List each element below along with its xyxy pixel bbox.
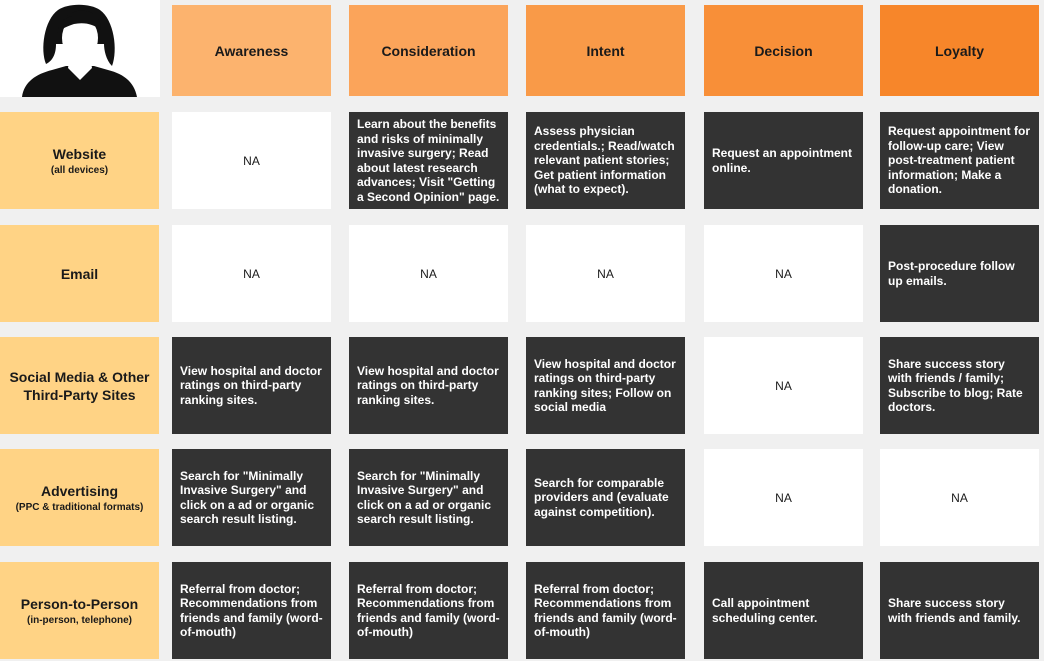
journey-cell-advertising-decision xyxy=(704,449,863,546)
journey-cell-website-intent xyxy=(526,112,685,209)
touchpoint-text: Learn about the benefits and risks of minimally invasive surgery; Read about latest research advances; Visit "Getting a Second Opinion" page. xyxy=(357,117,500,204)
channel-name: Website xyxy=(52,145,107,162)
channel-name: Social Media & Other Third-Party Sites xyxy=(9,368,150,403)
channel-subtitle: (PPC & traditional formats) xyxy=(15,501,144,513)
touchpoint-text: Search for "Minimally Invasive Surgery" and click on a ad or organic search result listing. xyxy=(180,468,315,526)
stage-header-decision xyxy=(704,5,863,96)
touchpoint-text: Referral from doctor; Recommendations from friends and family (word-of-mouth) xyxy=(180,581,323,639)
journey-cell-person-to-person-consideration xyxy=(349,562,508,659)
journey-cell-email-decision xyxy=(704,225,863,322)
touchpoint-text: View hospital and doctor ratings on third-party ranking sites. xyxy=(357,363,499,407)
touchpoint-text: Share success story with friends and family. xyxy=(888,596,1021,625)
touchpoint-text: Referral from doctor; Recommendations from friends and family (word-of-mouth) xyxy=(357,581,500,639)
channel-social-media-and-other-third-party-sites xyxy=(0,337,159,434)
journey-cell-email-awareness xyxy=(172,225,331,322)
journey-cell-social-media-and-other-third-party-sites-decision xyxy=(704,337,863,434)
stage-header-intent xyxy=(526,5,685,96)
channel-name: Email xyxy=(60,265,99,282)
touchpoint-text: Assess physician credentials.; Read/watch relevant patient stories; Get patient information (what to expect). xyxy=(534,124,675,197)
journey-cell-person-to-person-intent xyxy=(526,562,685,659)
channel-subtitle: (in-person, telephone) xyxy=(27,614,132,626)
touchpoint-text: Referral from doctor; Recommendations from friends and family (word-of-mouth) xyxy=(534,581,677,639)
journey-cell-advertising-intent xyxy=(526,449,685,546)
journey-cell-social-media-and-other-third-party-sites-loyalty xyxy=(880,337,1039,434)
journey-cell-person-to-person-awareness xyxy=(172,562,331,659)
journey-cell-advertising-loyalty xyxy=(880,449,1039,546)
stage-header-awareness xyxy=(172,5,331,96)
stage-label: Decision xyxy=(754,42,813,59)
stage-header-consideration xyxy=(349,5,508,96)
touchpoint-text: View hospital and doctor ratings on third-party ranking sites. xyxy=(180,363,322,407)
channel-advertising xyxy=(0,449,159,546)
channel-subtitle: (all devices) xyxy=(50,164,109,176)
journey-cell-advertising-consideration xyxy=(349,449,508,546)
na-label: NA xyxy=(775,266,792,281)
na-label: NA xyxy=(243,153,260,168)
na-label: NA xyxy=(420,266,437,281)
channel-person-to-person xyxy=(0,562,159,659)
stage-label: Intent xyxy=(586,42,625,59)
journey-cell-advertising-awareness xyxy=(172,449,331,546)
touchpoint-text: Call appointment scheduling center. xyxy=(712,596,818,625)
touchpoint-text: Request appointment for follow-up care; View post-treatment patient information; Make a donation. xyxy=(888,124,1031,197)
na-label: NA xyxy=(775,490,792,505)
journey-cell-social-media-and-other-third-party-sites-consideration xyxy=(349,337,508,434)
na-label: NA xyxy=(243,266,260,281)
channel-name: Person-to-Person xyxy=(20,595,139,612)
touchpoint-text: View hospital and doctor ratings on third-party ranking sites; Follow on social media xyxy=(534,356,676,414)
journey-cell-social-media-and-other-third-party-sites-intent xyxy=(526,337,685,434)
journey-cell-website-consideration xyxy=(349,112,508,209)
journey-cell-email-loyalty xyxy=(880,225,1039,322)
journey-cell-email-consideration xyxy=(349,225,508,322)
touchpoint-text: Search for "Minimally Invasive Surgery" and click on a ad or organic search result listing. xyxy=(357,468,492,526)
stage-label: Loyalty xyxy=(934,42,984,59)
journey-cell-website-awareness xyxy=(172,112,331,209)
woman-avatar-icon xyxy=(0,0,160,97)
journey-cell-website-decision xyxy=(704,112,863,209)
journey-cell-social-media-and-other-third-party-sites-awareness xyxy=(172,337,331,434)
touchpoint-text: Share success story with friends / family; Subscribe to blog; Rate doctors. xyxy=(888,356,1023,414)
journey-cell-website-loyalty xyxy=(880,112,1039,209)
journey-cell-person-to-person-loyalty xyxy=(880,562,1039,659)
channel-email xyxy=(0,225,159,322)
stage-header-loyalty xyxy=(880,5,1039,96)
na-label: NA xyxy=(775,378,792,393)
journey-cell-person-to-person-decision xyxy=(704,562,863,659)
touchpoint-text: Request an appointment online. xyxy=(712,146,853,175)
persona-avatar xyxy=(0,0,160,97)
stage-label: Consideration xyxy=(381,42,476,59)
touchpoint-text: Search for comparable providers and (evaluate against competition). xyxy=(534,475,669,519)
channel-name: Advertising xyxy=(40,482,118,499)
journey-cell-email-intent xyxy=(526,225,685,322)
touchpoint-text: Post-procedure follow up emails. xyxy=(888,259,1015,288)
na-label: NA xyxy=(597,266,614,281)
stage-label: Awareness xyxy=(214,42,289,59)
channel-website xyxy=(0,112,159,209)
na-label: NA xyxy=(951,490,968,505)
